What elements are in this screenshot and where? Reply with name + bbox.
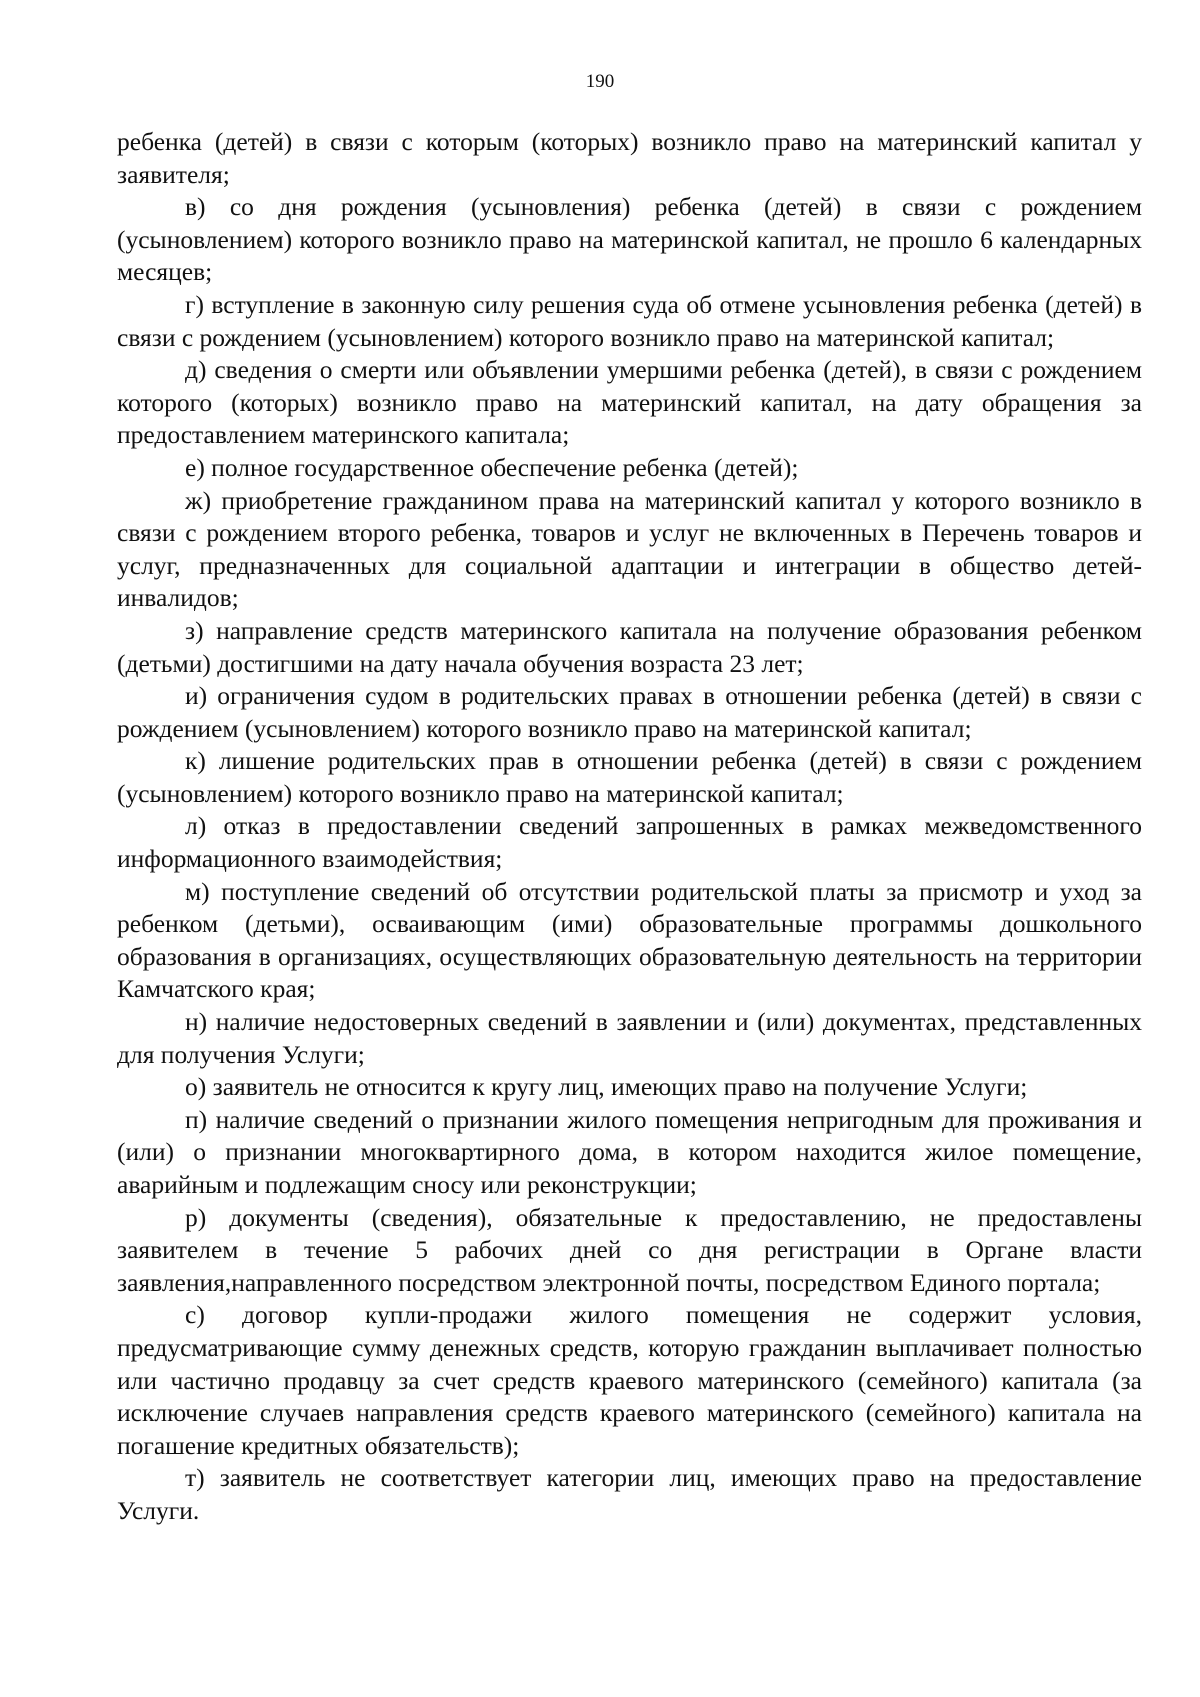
list-item-v: в) со дня рождения (усыновления) ребенка (детей) в связи с рождением (усыновлением) которого возникло право на материнской капитал, не прошло 6 календарных месяцев; — [117, 192, 1142, 287]
document-body — [117, 126, 1142, 1528]
page-number: 190 — [585, 71, 615, 92]
list-item-r: р) документы (сведения), обязательные к предоставлению, не предоставлены заявителем в течение 5 рабочих дней со дня регистрации в Органе власти заявления,направленного посредством электронной почты, посредством Единого портала; — [117, 1202, 1142, 1297]
list-item-o: о) заявитель не относится к кругу лиц, имеющих право на получение Услуги; — [185, 1072, 1028, 1102]
list-item-k: к) лишение родительских прав в отношении ребенка (детей) в связи с рождением (усыновлением) которого возникло право на материнской капитал; — [117, 746, 1142, 808]
list-item-e: е) полное государственное обеспечение ребенка (детей); — [185, 452, 799, 482]
list-item-n: н) наличие недостоверных сведений в заявлении и (или) документах, представленных для получения Услуги; — [117, 1007, 1142, 1069]
list-item-s: с) договор купли-продажи жилого помещения не содержит условия, предусматривающие сумму денежных средств, которую гражданин выплачивает полностью или частично продавцу за счет средств краевого материнского (семейного) капитала (за исключение случаев направления средств краевого материнского (семейного) капитала на погашение кредитных обязательств); — [117, 1300, 1142, 1460]
list-item-m: м) поступление сведений об отсутствии родительской платы за присмотр и уход за ребенком (детьми), осваивающим (ими) образовательные программы дошкольного образования в организациях, осуществляющих образовательную деятельность на территории Камчатского края; — [117, 876, 1142, 1004]
list-item-t: т) заявитель не соответствует категории лиц, имеющих право на предоставление Услуги. — [117, 1463, 1142, 1525]
list-item-d: д) сведения о смерти или объявлении умершими ребенка (детей), в связи с рождением которого (которых) возникло право на материнский капитал, на дату обращения за предоставлением материнского капитала; — [117, 355, 1142, 450]
list-item-g: г) вступление в законную силу решения суда об отмене усыновления ребенка (детей) в связи с рождением (усыновлением) которого возникло право на материнской капитал; — [117, 289, 1142, 352]
list-item-i: и) ограничения судом в родительских правах в отношении ребенка (детей) в связи с рождением (усыновлением) которого возникло право на материнской капитал; — [117, 681, 1142, 743]
list-item-p: п) наличие сведений о признании жилого помещения непригодным для проживания и (или) о признании многоквартирного дома, в котором находится жилое помещение, аварийным и подлежащим сносу или реконструкции; — [117, 1104, 1142, 1199]
list-item-zh: ж) приобретение гражданином права на материнский капитал у которого возникло в связи с рождением второго ребенка, товаров и услуг не включенных в Перечень товаров и услуг, предназначенных для социальной адаптации и интеграции в общество детей-инвалидов; — [117, 485, 1142, 613]
list-item-z: з) направление средств материнского капитала на получение образования ребенком (детьми) достигшими на дату начала обучения возраста 23 лет; — [117, 615, 1142, 678]
paragraph-continuation: ребенка (детей) в связи с которым (которых) возникло право на материнский капитал у заявителя; — [117, 127, 1142, 189]
list-item-l: л) отказ в предоставлении сведений запрошенных в рамках межведомственного информационного взаимодействия; — [117, 811, 1142, 874]
